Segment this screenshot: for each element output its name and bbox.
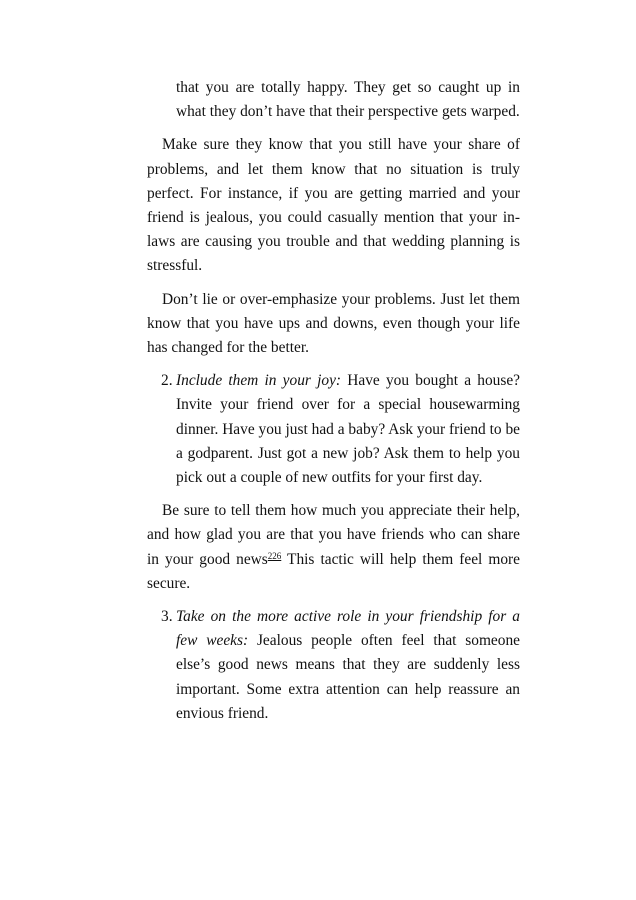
list-item-include-joy bbox=[161, 369, 520, 490]
paragraph-appreciate bbox=[147, 499, 520, 596]
list-number: 3. bbox=[161, 608, 173, 626]
list-number: 2. bbox=[161, 372, 173, 390]
page-content bbox=[147, 76, 520, 735]
list-item-text: Have you bought a house? Invite your friend over for a special housewarming dinner. Have you just had a baby? Ask your friend to be a godparent. Just got a new job? Ask them to help you pick out a couple of new outfits for your first day. bbox=[176, 372, 520, 487]
list-item-active-role bbox=[161, 605, 520, 726]
list-item-title: Take on the more active role in your friendship for a few weeks: bbox=[176, 608, 520, 650]
continued-list-text: that you are totally happy. They get so caught up in what they don’t have that their perspective gets warped. bbox=[176, 79, 520, 121]
list-item-body bbox=[176, 369, 520, 490]
paragraph-problems: Make sure they know that you still have your share of problems, and let them know that no situation is truly perfect. For instance, if you are getting married and your friend is jealous, you could casually mention that your in-laws are causing you trouble and that wedding planning is stressful. bbox=[147, 136, 520, 275]
paragraph-text-after: This tactic will help them feel more secure. bbox=[147, 550, 520, 592]
paragraph-text-before: Be sure to tell them how much you appreciate their help, and how glad you are that you have friends who can share in your good news bbox=[147, 502, 520, 568]
list-item-body bbox=[176, 605, 520, 726]
list-item-text: Jealous people often feel that someone else’s good news means that they are suddenly less important. Some extra attention can help reassure an envious friend. bbox=[176, 632, 520, 722]
paragraph-ups-and-downs: Don’t lie or over-emphasize your problems. Just let them know that you have ups and downs, even though your life has changed for the better. bbox=[147, 290, 520, 357]
list-item-title: Include them in your joy: bbox=[176, 372, 342, 390]
footnote-reference-link[interactable]: 226 bbox=[267, 550, 282, 561]
